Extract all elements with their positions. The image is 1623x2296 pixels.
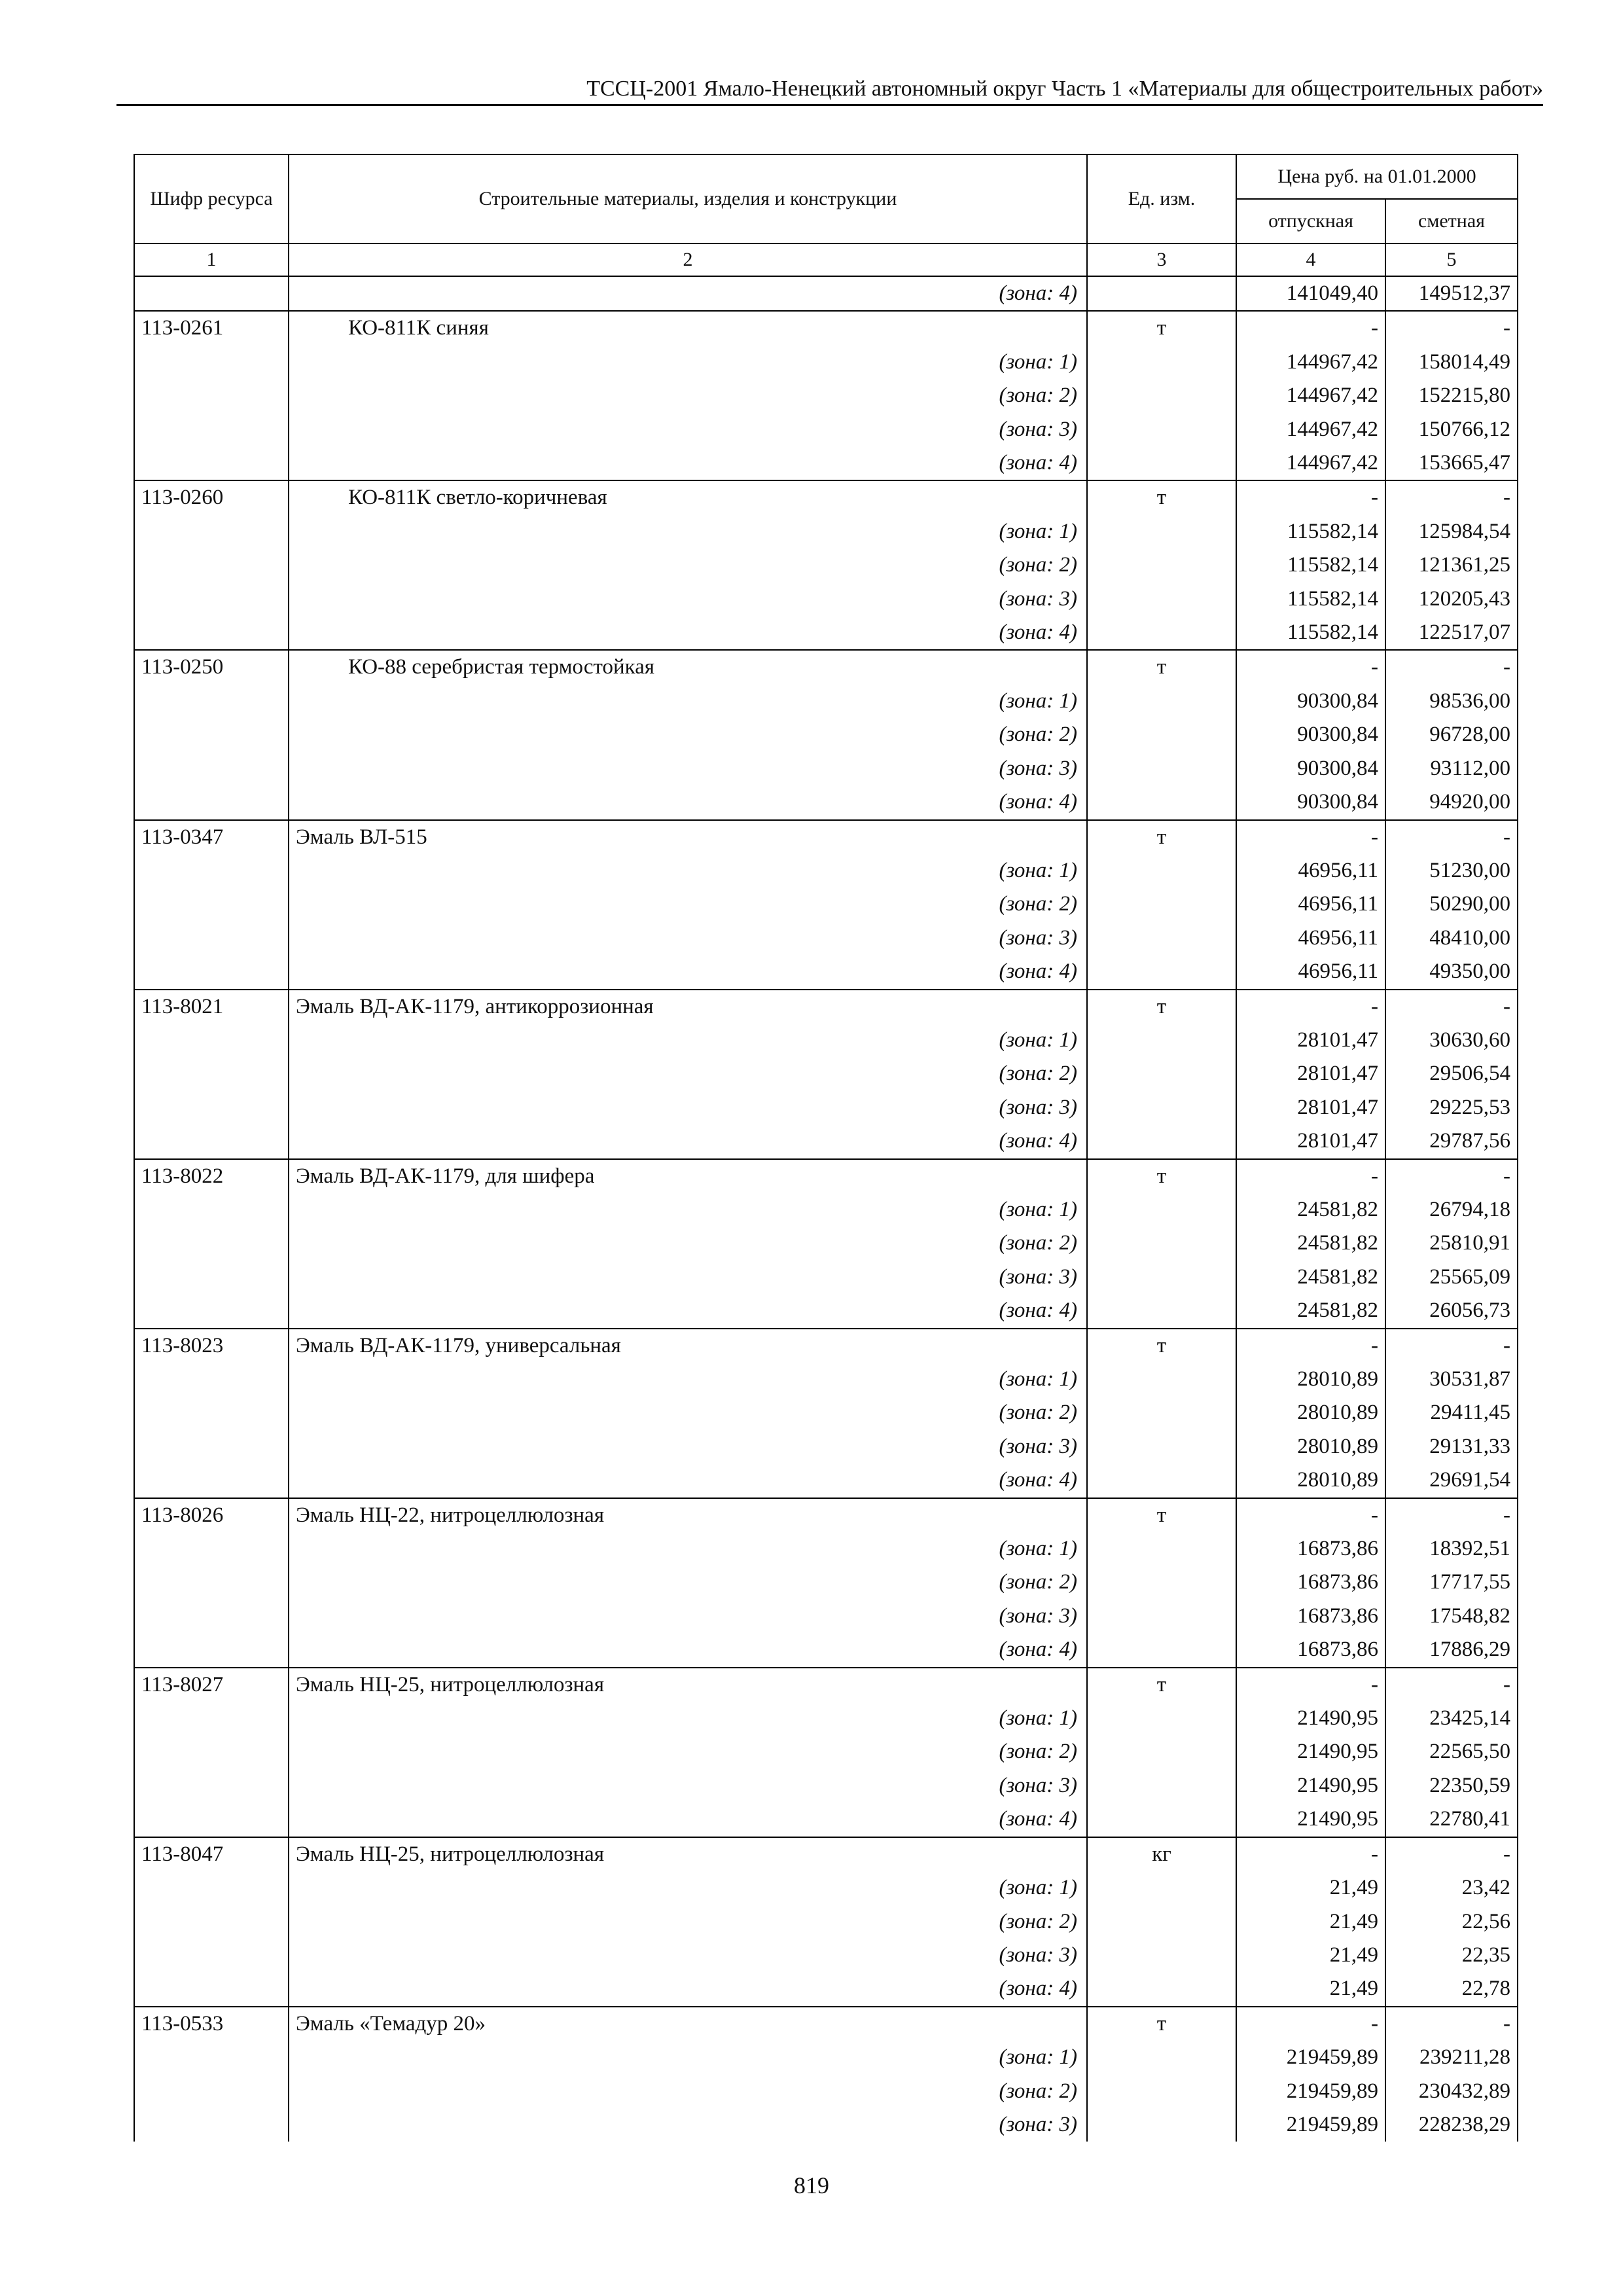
zone-row (134, 548, 1518, 582)
unit-of-measure: т (1087, 1159, 1236, 1193)
column-number: 5 (1385, 243, 1518, 276)
release-price: 21490,95 (1236, 1735, 1385, 1768)
estimate-price: 29787,56 (1385, 1124, 1518, 1158)
release-price: 219459,89 (1236, 2075, 1385, 2108)
price-table (134, 154, 1518, 2142)
release-price: - (1236, 650, 1385, 684)
release-price: 28010,89 (1236, 1463, 1385, 1498)
release-price: 16873,86 (1236, 1633, 1385, 1667)
release-price: 28101,47 (1236, 1124, 1385, 1158)
zone-row (134, 1735, 1518, 1768)
zone-label: (зона: 3) (289, 1939, 1087, 1972)
release-price: 21490,95 (1236, 1702, 1385, 1735)
material-row (134, 2007, 1518, 2041)
material-name: КО-811К синяя (289, 311, 1087, 345)
resource-code: 113-8047 (134, 1837, 289, 1871)
estimate-price: - (1385, 1329, 1518, 1363)
zone-row (134, 1803, 1518, 1837)
zone-row (134, 2075, 1518, 2108)
header-release-price: отпускная (1236, 199, 1385, 243)
estimate-price: 150766,12 (1385, 413, 1518, 446)
release-price: 21,49 (1236, 1871, 1385, 1905)
estimate-price: - (1385, 820, 1518, 854)
release-price: 28101,47 (1236, 1091, 1385, 1124)
estimate-price: 17548,82 (1385, 1600, 1518, 1633)
material-row (134, 311, 1518, 345)
release-price: 21,49 (1236, 1939, 1385, 1972)
estimate-price: 230432,89 (1385, 2075, 1518, 2108)
zone-row (134, 1057, 1518, 1090)
release-price: 219459,89 (1236, 2108, 1385, 2142)
estimate-price: 158014,49 (1385, 346, 1518, 379)
zone-label: (зона: 4) (289, 1124, 1087, 1158)
estimate-price: - (1385, 2007, 1518, 2041)
zone-row (134, 583, 1518, 616)
release-price: - (1236, 1668, 1385, 1702)
estimate-price: - (1385, 480, 1518, 514)
header-estimate-price: сметная (1385, 199, 1518, 243)
zone-label: (зона: 3) (289, 1600, 1087, 1633)
zone-row (134, 1091, 1518, 1124)
zone-row (134, 922, 1518, 955)
estimate-price: - (1385, 1668, 1518, 1702)
estimate-price: 49350,00 (1385, 955, 1518, 989)
carryover-row (134, 276, 1518, 311)
estimate-price: 98536,00 (1385, 685, 1518, 718)
release-price: 16873,86 (1236, 1566, 1385, 1599)
estimate-price: - (1385, 990, 1518, 1024)
unit-of-measure: т (1087, 2007, 1236, 2041)
estimate-price: 29411,45 (1385, 1396, 1518, 1429)
zone-label: (зона: 3) (289, 1769, 1087, 1803)
release-price: 144967,42 (1236, 413, 1385, 446)
zone-row (134, 1600, 1518, 1633)
zone-row (134, 1463, 1518, 1498)
zone-label: (зона: 1) (289, 515, 1087, 548)
zone-row (134, 888, 1518, 921)
material-row (134, 480, 1518, 514)
release-price: - (1236, 2007, 1385, 2041)
column-number: 1 (134, 243, 289, 276)
material-name: Эмаль НЦ-22, нитроцеллюлозная (289, 1498, 1087, 1532)
zone-label: (зона: 1) (289, 1024, 1087, 1057)
estimate-price: 22,78 (1385, 1972, 1518, 2006)
zone-row (134, 1532, 1518, 1566)
material-row (134, 1668, 1518, 1702)
release-price: - (1236, 480, 1385, 514)
zone-row (134, 379, 1518, 412)
header-name: Строительные материалы, изделия и конструкции (289, 154, 1087, 243)
zone-label: (зона: 3) (289, 413, 1087, 446)
release-price: 219459,89 (1236, 2041, 1385, 2074)
estimate-price: 125984,54 (1385, 515, 1518, 548)
release-price: 90300,84 (1236, 752, 1385, 785)
release-price: 24581,82 (1236, 1261, 1385, 1294)
release-price: 28010,89 (1236, 1396, 1385, 1429)
zone-label: (зона: 1) (289, 1363, 1087, 1396)
zone-label: (зона: 1) (289, 854, 1087, 888)
zone-row (134, 616, 1518, 650)
estimate-price: 25565,09 (1385, 1261, 1518, 1294)
estimate-price: 29131,33 (1385, 1430, 1518, 1463)
resource-code: 113-0260 (134, 480, 289, 514)
release-price: 16873,86 (1236, 1532, 1385, 1566)
zone-label: (зона: 3) (289, 1091, 1087, 1124)
release-price: 90300,84 (1236, 718, 1385, 751)
table-body (134, 276, 1518, 2142)
release-price: 144967,42 (1236, 446, 1385, 480)
release-price: 115582,14 (1236, 515, 1385, 548)
release-price: - (1236, 1837, 1385, 1871)
zone-label: (зона: 4) (289, 276, 1087, 311)
unit-of-measure: кг (1087, 1837, 1236, 1871)
zone-label: (зона: 2) (289, 1735, 1087, 1768)
material-row (134, 990, 1518, 1024)
unit-of-measure: т (1087, 1329, 1236, 1363)
estimate-price: 18392,51 (1385, 1532, 1518, 1566)
estimate-price: 22,56 (1385, 1905, 1518, 1939)
zone-row (134, 2041, 1518, 2074)
material-row (134, 820, 1518, 854)
release-price: 141049,40 (1236, 276, 1385, 311)
column-number: 4 (1236, 243, 1385, 276)
zone-row (134, 1363, 1518, 1396)
unit-of-measure: т (1087, 990, 1236, 1024)
estimate-price: 239211,28 (1385, 2041, 1518, 2074)
estimate-price: 23,42 (1385, 1871, 1518, 1905)
unit-of-measure: т (1087, 480, 1236, 514)
zone-row (134, 1227, 1518, 1260)
zone-label: (зона: 1) (289, 1532, 1087, 1566)
resource-code: 113-8026 (134, 1498, 289, 1532)
estimate-price: - (1385, 1159, 1518, 1193)
resource-code: 113-8023 (134, 1329, 289, 1363)
zone-label: (зона: 3) (289, 2108, 1087, 2142)
release-price: 90300,84 (1236, 785, 1385, 819)
resource-code: 113-8021 (134, 990, 289, 1024)
zone-row (134, 718, 1518, 751)
zone-row (134, 1124, 1518, 1158)
header-unit: Ед. изм. (1087, 154, 1236, 243)
estimate-price: 48410,00 (1385, 922, 1518, 955)
zone-row (134, 2108, 1518, 2142)
material-name: Эмаль ВД-АК-1179, антикоррозионная (289, 990, 1087, 1024)
zone-label: (зона: 2) (289, 548, 1087, 582)
zone-label: (зона: 3) (289, 1261, 1087, 1294)
release-price: 144967,42 (1236, 379, 1385, 412)
estimate-price: 22780,41 (1385, 1803, 1518, 1837)
release-price: 28010,89 (1236, 1430, 1385, 1463)
resource-code: 113-0261 (134, 311, 289, 345)
material-name: КО-88 серебристая термостойкая (289, 650, 1087, 684)
estimate-price: 30630,60 (1385, 1024, 1518, 1057)
release-price: 24581,82 (1236, 1227, 1385, 1260)
zone-label: (зона: 4) (289, 785, 1087, 819)
estimate-price: - (1385, 311, 1518, 345)
release-price: 28101,47 (1236, 1024, 1385, 1057)
zone-row (134, 785, 1518, 819)
zone-label: (зона: 2) (289, 888, 1087, 921)
resource-code: 113-0250 (134, 650, 289, 684)
material-row (134, 1498, 1518, 1532)
resource-code: 113-0533 (134, 2007, 289, 2041)
resource-code: 113-8027 (134, 1668, 289, 1702)
zone-row (134, 1193, 1518, 1227)
zone-label: (зона: 1) (289, 1193, 1087, 1227)
zone-row (134, 1939, 1518, 1972)
estimate-price: 51230,00 (1385, 854, 1518, 888)
zone-row (134, 1633, 1518, 1667)
zone-label: (зона: 2) (289, 379, 1087, 412)
running-header: ТССЦ-2001 Ямало-Ненецкий автономный округ Часть 1 «Материалы для общестроительных работ» (116, 72, 1543, 106)
zone-label: (зона: 2) (289, 1227, 1087, 1260)
zone-label: (зона: 4) (289, 955, 1087, 989)
release-price: 46956,11 (1236, 888, 1385, 921)
estimate-price: 149512,37 (1385, 276, 1518, 311)
zone-row (134, 1702, 1518, 1735)
estimate-price: 26056,73 (1385, 1294, 1518, 1328)
estimate-price: 153665,47 (1385, 446, 1518, 480)
zone-row (134, 446, 1518, 480)
zone-row (134, 1972, 1518, 2006)
zone-row (134, 685, 1518, 718)
zone-label: (зона: 3) (289, 752, 1087, 785)
zone-label: (зона: 1) (289, 685, 1087, 718)
zone-label: (зона: 1) (289, 1702, 1087, 1735)
release-price: 115582,14 (1236, 583, 1385, 616)
unit-of-measure: т (1087, 650, 1236, 684)
unit-of-measure: т (1087, 1668, 1236, 1702)
estimate-price: 122517,07 (1385, 616, 1518, 650)
release-price: - (1236, 311, 1385, 345)
release-price: 21490,95 (1236, 1803, 1385, 1837)
header-price-group: Цена руб. на 01.01.2000 (1236, 154, 1518, 199)
estimate-price: 228238,29 (1385, 2108, 1518, 2142)
release-price: 16873,86 (1236, 1600, 1385, 1633)
zone-label: (зона: 3) (289, 1430, 1087, 1463)
zone-row (134, 854, 1518, 888)
zone-label: (зона: 4) (289, 1294, 1087, 1328)
release-price: - (1236, 990, 1385, 1024)
release-price: 21,49 (1236, 1905, 1385, 1939)
zone-label: (зона: 3) (289, 583, 1087, 616)
resource-code: 113-0347 (134, 820, 289, 854)
material-row (134, 1329, 1518, 1363)
release-price: - (1236, 820, 1385, 854)
release-price: - (1236, 1498, 1385, 1532)
estimate-price: 25810,91 (1385, 1227, 1518, 1260)
release-price: 46956,11 (1236, 922, 1385, 955)
zone-row (134, 1769, 1518, 1803)
release-price: 46956,11 (1236, 955, 1385, 989)
zone-label: (зона: 3) (289, 922, 1087, 955)
release-price: 28010,89 (1236, 1363, 1385, 1396)
page-number: 819 (794, 2172, 829, 2198)
material-name: Эмаль ВЛ-515 (289, 820, 1087, 854)
estimate-price: 29225,53 (1385, 1091, 1518, 1124)
zone-label: (зона: 1) (289, 2041, 1087, 2074)
release-price: 24581,82 (1236, 1193, 1385, 1227)
unit-of-measure: т (1087, 1498, 1236, 1532)
zone-label: (зона: 2) (289, 1057, 1087, 1090)
zone-label: (зона: 2) (289, 2075, 1087, 2108)
estimate-price: 22565,50 (1385, 1735, 1518, 1768)
zone-row (134, 1430, 1518, 1463)
zone-row (134, 1024, 1518, 1057)
release-price: 21,49 (1236, 1972, 1385, 2006)
material-name: Эмаль НЦ-25, нитроцеллюлозная (289, 1668, 1087, 1702)
release-price: - (1236, 1329, 1385, 1363)
zone-row (134, 515, 1518, 548)
zone-label: (зона: 2) (289, 1566, 1087, 1599)
release-price: 115582,14 (1236, 616, 1385, 650)
zone-row (134, 752, 1518, 785)
zone-row (134, 1294, 1518, 1328)
estimate-price: 22350,59 (1385, 1769, 1518, 1803)
release-price: 21490,95 (1236, 1769, 1385, 1803)
column-number: 2 (289, 243, 1087, 276)
estimate-price: - (1385, 1498, 1518, 1532)
estimate-price: 26794,18 (1385, 1193, 1518, 1227)
estimate-price: 30531,87 (1385, 1363, 1518, 1396)
release-price: 24581,82 (1236, 1294, 1385, 1328)
zone-label: (зона: 4) (289, 1972, 1087, 2006)
zone-row (134, 413, 1518, 446)
zone-label: (зона: 4) (289, 446, 1087, 480)
material-name: КО-811К светло-коричневая (289, 480, 1087, 514)
estimate-price: 29506,54 (1385, 1057, 1518, 1090)
zone-label: (зона: 2) (289, 718, 1087, 751)
estimate-price: 29691,54 (1385, 1463, 1518, 1498)
column-number: 3 (1087, 243, 1236, 276)
zone-row (134, 955, 1518, 989)
release-price: - (1236, 1159, 1385, 1193)
estimate-price: 94920,00 (1385, 785, 1518, 819)
release-price: 115582,14 (1236, 548, 1385, 582)
release-price: 28101,47 (1236, 1057, 1385, 1090)
material-name: Эмаль ВД-АК-1179, универсальная (289, 1329, 1087, 1363)
estimate-price: 17886,29 (1385, 1633, 1518, 1667)
estimate-price: 96728,00 (1385, 718, 1518, 751)
estimate-price: 121361,25 (1385, 548, 1518, 582)
material-name: Эмаль «Темадур 20» (289, 2007, 1087, 2041)
resource-code: 113-8022 (134, 1159, 289, 1193)
zone-row (134, 1261, 1518, 1294)
release-price: 90300,84 (1236, 685, 1385, 718)
zone-row (134, 1871, 1518, 1905)
estimate-price: - (1385, 650, 1518, 684)
zone-row (134, 1396, 1518, 1429)
estimate-price: - (1385, 1837, 1518, 1871)
zone-label: (зона: 4) (289, 1803, 1087, 1837)
estimate-price: 93112,00 (1385, 752, 1518, 785)
release-price: 46956,11 (1236, 854, 1385, 888)
estimate-price: 23425,14 (1385, 1702, 1518, 1735)
material-name: Эмаль НЦ-25, нитроцеллюлозная (289, 1837, 1087, 1871)
unit-of-measure: т (1087, 311, 1236, 345)
material-row (134, 1837, 1518, 1871)
release-price: 144967,42 (1236, 346, 1385, 379)
unit-of-measure: т (1087, 820, 1236, 854)
zone-label: (зона: 1) (289, 1871, 1087, 1905)
estimate-price: 120205,43 (1385, 583, 1518, 616)
material-name: Эмаль ВД-АК-1179, для шифера (289, 1159, 1087, 1193)
zone-row (134, 1566, 1518, 1599)
estimate-price: 17717,55 (1385, 1566, 1518, 1599)
material-row (134, 650, 1518, 684)
zone-label: (зона: 4) (289, 616, 1087, 650)
estimate-price: 152215,80 (1385, 379, 1518, 412)
zone-row (134, 1905, 1518, 1939)
material-row (134, 1159, 1518, 1193)
zone-label: (зона: 2) (289, 1396, 1087, 1429)
zone-row (134, 346, 1518, 379)
zone-label: (зона: 2) (289, 1905, 1087, 1939)
zone-label: (зона: 1) (289, 346, 1087, 379)
estimate-price: 22,35 (1385, 1939, 1518, 1972)
estimate-price: 50290,00 (1385, 888, 1518, 921)
zone-label: (зона: 4) (289, 1463, 1087, 1498)
zone-label: (зона: 4) (289, 1633, 1087, 1667)
header-code: Шифр ресурса (134, 154, 289, 243)
